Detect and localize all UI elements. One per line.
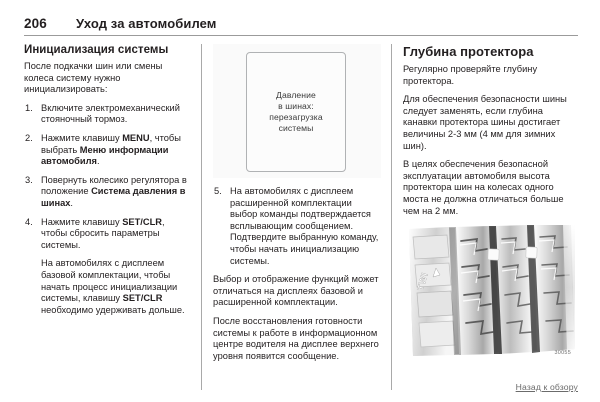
- left-column: [24, 44, 192, 323]
- step-text: [41, 133, 181, 166]
- middle-column: [213, 44, 381, 362]
- page-header: [24, 12, 578, 34]
- text-run: Повернуть колесико регулятора в положение: [41, 174, 187, 197]
- tire-pressure-reset-display-figure: [213, 44, 381, 178]
- text-run: На автомобилях с дисплеем базовой комплектации, чтобы начать процесс инициализации системы, клавишу: [41, 258, 178, 304]
- right-column: [403, 44, 575, 358]
- body-paragraph: Регулярно проверяйте глубину протектора.: [403, 64, 538, 86]
- text-run: , чтобы сбросить параметры системы.: [41, 216, 165, 250]
- body-paragraph: В целях обеспечения безопасной эксплуатации автомобиля высота протектора шин на колесах одного моста не должна отличаться больше чем на 2 мм.: [403, 159, 564, 216]
- display-screen-message: [269, 90, 323, 135]
- body-paragraph: Выбор и отображение функций может отличаться на дисплеях базовой и расширенной комплектации.: [213, 274, 379, 308]
- text-run: Включите электромеханический стояночный тормоз.: [41, 102, 180, 125]
- column-divider-left: [201, 44, 202, 390]
- svg-text:TWI: TWI: [415, 271, 430, 292]
- left-intro-paragraph: После подкачки шин или смены колеса систему нужно инициализировать:: [24, 61, 163, 95]
- tire-tread-illustration: [403, 223, 575, 358]
- step-text: [230, 186, 378, 266]
- text-run: Нажмите клавишу: [41, 216, 123, 227]
- tread-depth-paragraphs: [403, 64, 575, 217]
- emphasized-term: Меню информации автомобиля: [41, 144, 169, 167]
- page-title: Уход за автомобилем: [76, 15, 217, 31]
- emphasized-term: SET/CLR: [122, 216, 162, 227]
- body-paragraph: Для обеспечения безопасности шины следует заменять, если глубина канавки протектора шины достигает величины 2-3 мм (4 мм для зимних шин).: [403, 94, 567, 151]
- display-line: системы: [278, 123, 314, 134]
- emphasized-term: MENU: [122, 132, 150, 143]
- text-run: .: [96, 156, 100, 167]
- text-run: необходимо удерживать дольше.: [41, 304, 185, 315]
- initialization-steps-list: [24, 103, 192, 317]
- display-line: Давление: [276, 89, 316, 100]
- figure-caption: 30055: [554, 350, 571, 357]
- tire-tread-photo-figure: [403, 223, 575, 358]
- emphasized-term: SET/CLR: [122, 293, 163, 304]
- step-item: [24, 175, 192, 210]
- header-divider-rule: [24, 35, 578, 36]
- column-divider-right: [391, 44, 392, 390]
- step-text: [41, 175, 187, 208]
- text-run: На автомобилях с дисплеем расширенной комплектации выбор команды подтверждается всплывающим сообщением. Подтвердите выбранную команду, чтобы начать инициализацию системы.: [230, 186, 379, 266]
- vehicle-display-screen: [246, 52, 346, 172]
- text-run: .: [70, 197, 74, 208]
- text-run: , чтобы выбрать: [41, 132, 181, 155]
- display-line: в шинах:: [278, 100, 314, 111]
- emphasized-term: Система давления в шинах: [41, 186, 186, 208]
- step-subparagraph: [41, 258, 192, 316]
- step-item: [24, 217, 192, 317]
- step-item: [213, 186, 381, 267]
- page-number: 206: [24, 15, 47, 31]
- step-item: [24, 103, 192, 126]
- step-text: [41, 103, 180, 125]
- step-item: [24, 133, 192, 168]
- left-section-title: Инициализация системы: [24, 44, 169, 56]
- middle-paragraphs: [213, 274, 381, 362]
- text-run: Нажмите клавишу: [41, 132, 123, 143]
- display-line: перезагрузка: [269, 112, 323, 122]
- right-section-title: Глубина протектора: [403, 44, 534, 59]
- back-to-overview-link[interactable]: Назад к обзору: [515, 382, 578, 392]
- initialization-steps-continued-list: [213, 186, 381, 267]
- body-paragraph: После восстановления готовности системы к работе в информационном центре водителя на дисплее верхнего уровня появится сообщение.: [213, 315, 379, 361]
- step-text: [41, 217, 165, 250]
